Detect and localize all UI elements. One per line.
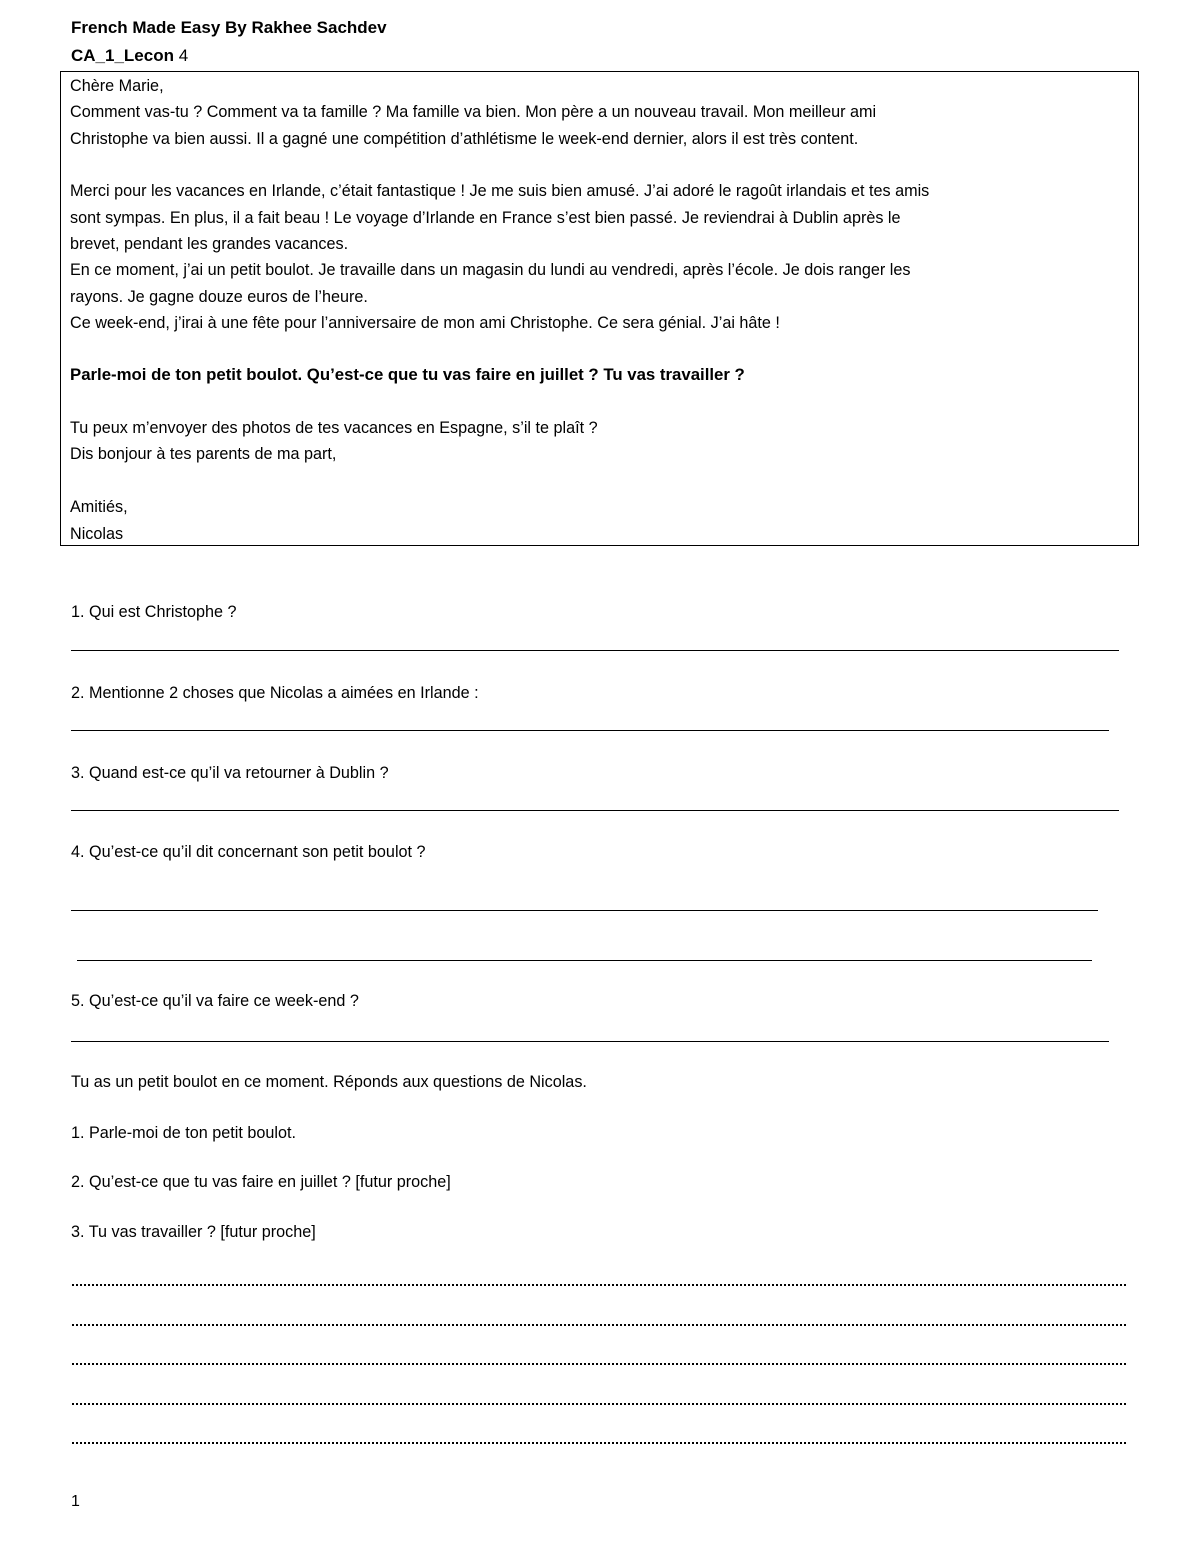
letter-text-line: Christophe va bien aussi. Il a gagné une compétition d’athlétisme le week-end dernier, alors il est très content. [70,130,859,148]
answer-line[interactable] [77,960,1092,961]
letter-text-line: rayons. Je gagne douze euros de l’heure. [70,288,368,306]
answer-line[interactable] [71,1041,1109,1042]
answer-line[interactable] [71,810,1119,811]
question-3: 3. Quand est-ce qu’il va retourner à Dublin ? [71,764,389,782]
letter-text-line: Comment vas-tu ? Comment va ta famille ? Ma famille va bien. Mon père a un nouveau travail. Mon meilleur ami [70,103,877,121]
letter-text-line: Merci pour les vacances en Irlande, c’était fantastique ! Je me suis bien amusé. J’ai adoré le ragoût irlandais et tes amis [70,182,930,200]
letter-text-line: Dis bonjour à tes parents de ma part, [70,445,337,463]
letter-text-line: Tu peux m’envoyer des photos de tes vacances en Espagne, s’il te plaît ? [70,419,598,437]
lesson-code-label: CA_1_Lecon [71,46,174,65]
question-4: 4. Qu’est-ce qu’il dit concernant son petit boulot ? [71,843,426,861]
letter-text-line: Ce week-end, j’irai à une fête pour l’anniversaire de mon ami Christophe. Ce sera génial. J’ai hâte ! [70,314,780,332]
lesson-number: 4 [178,46,189,65]
question-1: 1. Qui est Christophe ? [71,603,237,621]
letter-closing: Amitiés, [70,498,128,516]
letter-greeting: Chère Marie, [70,77,164,95]
question-5: 5. Qu’est-ce qu’il va faire ce week-end ? [71,992,359,1010]
letter-text-line: brevet, pendant les grandes vacances. [70,235,349,253]
question-2: 2. Mentionne 2 choses que Nicolas a aimées en Irlande : [71,684,479,702]
dotted-writing-line[interactable] [72,1284,1126,1286]
dotted-writing-line[interactable] [72,1363,1126,1365]
letter-text-line: sont sympas. En plus, il a fait beau ! Le voyage d’Irlande en France s’est bien passé. Je reviendrai à Dublin après le [70,209,901,227]
letter-signature: Nicolas [70,525,124,543]
answer-line[interactable] [71,910,1098,911]
dotted-writing-line[interactable] [72,1324,1126,1326]
page-number: 1 [71,1493,80,1510]
lesson-code [71,45,188,67]
answer-line[interactable] [71,650,1119,651]
answer-line[interactable] [71,730,1109,731]
dotted-writing-line[interactable] [72,1442,1126,1444]
letter-bold-question: Parle-moi de ton petit boulot. Qu’est-ce que tu vas faire en juillet ? Tu vas travailler ? [70,365,745,384]
writing-item-2: 2. Qu’est-ce que tu vas faire en juillet ? [futur proche] [71,1173,451,1191]
writing-item-1: 1. Parle-moi de ton petit boulot. [71,1124,296,1142]
writing-instruction: Tu as un petit boulot en ce moment. Réponds aux questions de Nicolas. [71,1073,587,1091]
letter-text-line: En ce moment, j’ai un petit boulot. Je travaille dans un magasin du lundi au vendredi, après l’école. Je dois ranger les [70,261,911,279]
dotted-writing-line[interactable] [72,1403,1126,1405]
writing-item-3: 3. Tu vas travailler ? [futur proche] [71,1223,316,1241]
document-title: French Made Easy By Rakhee Sachdev [71,18,387,37]
